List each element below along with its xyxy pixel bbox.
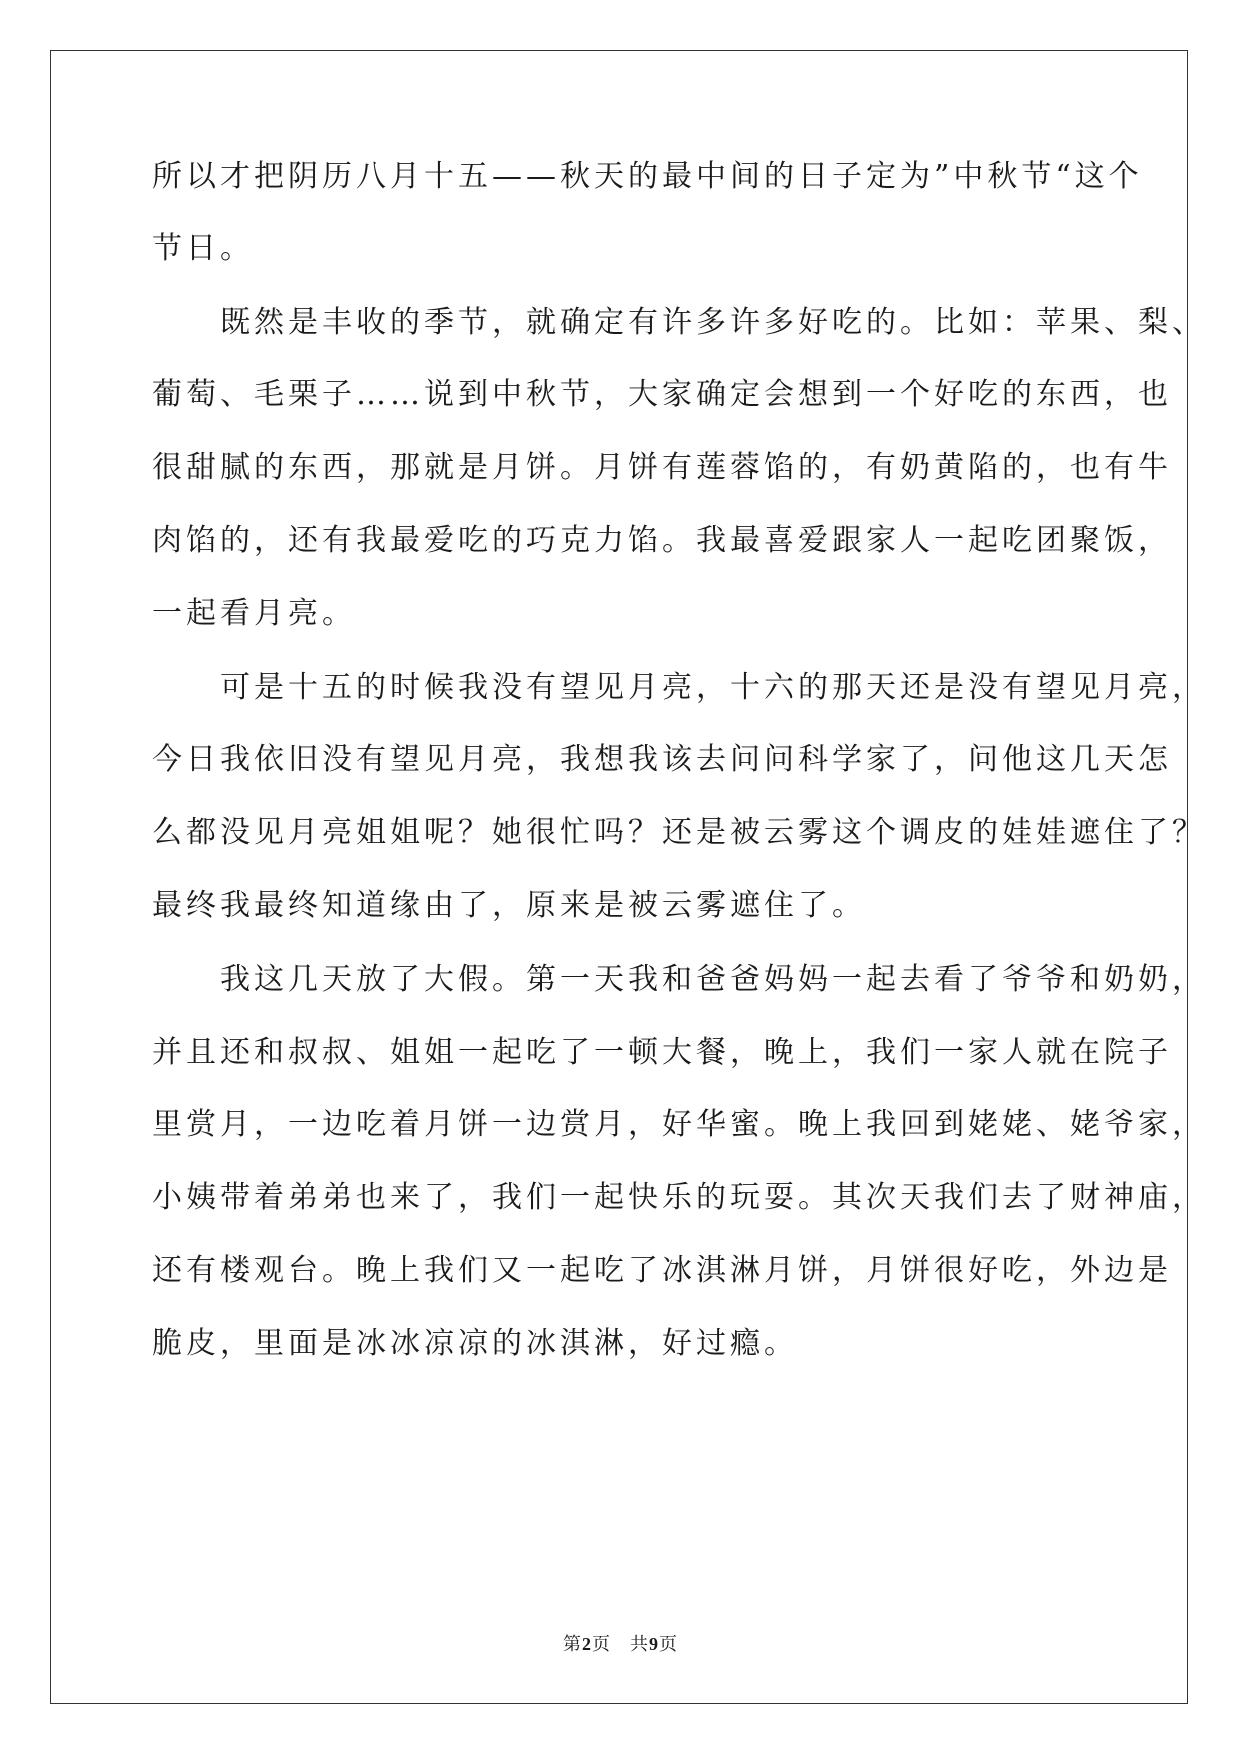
page-prefix: 第: [563, 1634, 582, 1655]
current-page-number: 2: [582, 1634, 592, 1654]
text-line: 我这几天放了大假。第一天我和爸爸妈妈一起去看了爷爷和奶奶，: [152, 962, 1206, 997]
text-line: 脆皮，里面是冰冰凉凉的冰淇淋，好过瘾。: [152, 1326, 798, 1361]
text-line: 还有楼观台。晚上我们又一起吃了冰淇淋月饼，月饼很好吃，外边是: [152, 1253, 1172, 1288]
text-line: 葡萄、毛栗子……说到中秋节，大家确定会想到一个好吃的东西，也: [152, 377, 1172, 412]
text-line: 并且还和叔叔、姐姐一起吃了一顿大餐，晚上，我们一家人就在院子: [152, 1035, 1172, 1070]
text-line: 小姨带着弟弟也来了，我们一起快乐的玩耍。其次天我们去了财神庙，: [152, 1180, 1206, 1215]
text-line: 里赏月，一边吃着月饼一边赏月，好华蜜。晚上我回到姥姥、姥爷家，: [152, 1107, 1206, 1142]
text-line: 节日。: [152, 231, 254, 266]
page-middle: 页 共: [592, 1634, 649, 1655]
text-line: 所以才把阴历八月十五——秋天的最中间的日子定为”中秋节“这个: [152, 159, 1143, 194]
page-suffix: 页: [659, 1634, 678, 1655]
text-line: 最终我最终知道缘由了，原来是被云雾遮住了。: [152, 888, 866, 923]
text-line: 很甜腻的东西，那就是月饼。月饼有莲蓉馅的，有奶黄陷的，也有牛: [152, 450, 1172, 485]
text-line: 可是十五的时候我没有望见月亮，十六的那天还是没有望见月亮，: [152, 670, 1206, 705]
text-line: 既然是丰收的季节，就确定有许多许多好吃的。比如：苹果、梨、: [152, 305, 1206, 340]
total-page-number: 9: [649, 1634, 659, 1654]
page-footer: [0, 1630, 1241, 1656]
text-line: 一起看月亮。: [152, 596, 356, 631]
text-line: 今日我依旧没有望见月亮，我想我该去问问科学家了，问他这几天怎: [152, 742, 1172, 777]
text-line: 肉馅的，还有我最爱吃的巧克力馅。我最喜爱跟家人一起吃团聚饭，: [152, 523, 1172, 558]
text-line: 么都没见月亮姐姐呢？她很忙吗？还是被云雾这个调皮的娃娃遮住了？: [152, 815, 1206, 850]
